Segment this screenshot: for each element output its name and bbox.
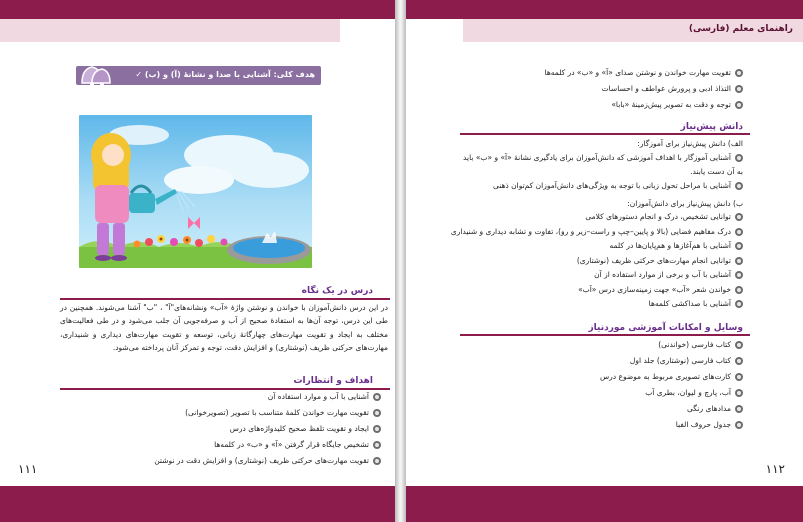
prereq-teacher-list xyxy=(423,153,743,167)
page-number: ۱۱۲ xyxy=(765,462,785,476)
girl-watering-flowers-illustration xyxy=(79,115,312,268)
right-page xyxy=(406,0,803,522)
bottom-band xyxy=(406,486,803,522)
bullet-icon xyxy=(735,300,743,308)
lesson-paragraph: در این درس دانش‌آموزان با خواندن و نوشتن واژهٔ «آب» ونشانه‌های"آ" ، "ب" آشنا می‌شوند. همچنین در طی این درس، توجه آن‌ها به استفادهٔ صحیح از آب و صرفه‌جویی آن جلب می‌شود و در طی فعالیت‌های مختلف به ایجاد و تقویت مهارت‌های چهارگانهٔ زبانی، توسعه و تقویت مهارت‌های دیداری و شنیداری، مهارت‌های حرکتی ظریف (نوشتاری) و افزایش دقت، توجه و تمرکز آنان پرداخته می‌شود. xyxy=(60,303,388,353)
bullet-icon xyxy=(373,393,381,401)
bullet-icon xyxy=(735,228,743,236)
header-title: راهنمای معلم (فارسی) xyxy=(688,24,793,34)
list-item: کتاب فارسی (خواندنی) xyxy=(423,340,743,356)
bullet-icon xyxy=(735,257,743,265)
bullet-icon xyxy=(735,373,743,381)
bullet-icon xyxy=(735,213,743,221)
section-divider xyxy=(60,298,390,300)
prereq-teachers-label: الف) دانش پیش‌نیاز برای آموزگار: xyxy=(637,139,743,148)
section-materials-title: وسایل و امکانات آموزشی موردنیاز xyxy=(588,323,743,333)
bullet-icon xyxy=(735,69,743,77)
header-band xyxy=(463,19,803,42)
bullet-icon xyxy=(735,421,743,429)
bullet-icon xyxy=(735,405,743,413)
list-item: جدول حروف الفبا xyxy=(423,420,743,436)
bullet-icon xyxy=(735,286,743,294)
bullet-icon xyxy=(735,182,743,190)
list-item: تشخیص جایگاه قرار گرفتن «آ» و «ب» در کلمه‌ها xyxy=(51,440,381,456)
list-item: کارت‌های تصویری مربوط به موضوع درس xyxy=(423,372,743,388)
goals-list xyxy=(51,392,381,472)
bullet-icon xyxy=(735,341,743,349)
bullet-icon xyxy=(735,357,743,365)
bullet-icon xyxy=(373,425,381,433)
list-item: آب، پارچ و لیوان، بطری آب xyxy=(423,388,743,404)
bullet-icon xyxy=(735,242,743,250)
bullet-icon xyxy=(735,154,743,162)
list-item: آشنایی آموزگار با اهداف آموزشی که دانش‌آموزان برای یادگیری نشانهٔ «آ» و «ب» باید xyxy=(423,153,743,167)
bullet-icon xyxy=(735,85,743,93)
list-item: کتاب فارسی (نوشتاری) جلد اول xyxy=(423,356,743,372)
section-divider xyxy=(460,133,750,135)
top-band xyxy=(0,0,395,19)
section-divider xyxy=(460,334,750,336)
list-item: آشنایی با هم‌آغازها و هم‌پایان‌ها در کلمه xyxy=(423,241,743,256)
list-item: تقویت مهارت خواندن کلمهٔ متناسب با تصویر (تصویرخوانی) xyxy=(51,408,381,424)
list-item: درک مفاهیم فضایی (بالا و پایین–چپ و راست–زیر و رو)، تفاوت و تشابه دیداری و شنیداری xyxy=(423,227,743,242)
list-item: تقویت مهارت‌های حرکتی ظریف (نوشتاری) و افزایش دقت در نوشتن xyxy=(51,456,381,472)
list-item: توجه و دقت به تصویر پیش‌زمینهٔ «بابا» xyxy=(423,100,743,116)
list-item: آشنایی با مراحل تحول زبانی با توجه به ویژگی‌های دانش‌آموزان کم‌توان ذهنی xyxy=(423,181,743,195)
page-number: ۱۱۱ xyxy=(18,462,38,476)
bell-icon xyxy=(78,63,114,89)
bullet-icon xyxy=(735,271,743,279)
bullet-icon xyxy=(373,409,381,417)
top-bullets xyxy=(423,68,743,116)
list-item: توانایی تشخیص، درک و انجام دستورهای کلامی xyxy=(423,212,743,227)
materials-list xyxy=(423,340,743,436)
prereq-student-list xyxy=(423,212,743,314)
list-item-continuation: به آن دست یابند. xyxy=(690,167,743,176)
section-divider xyxy=(60,388,390,390)
list-item: آشنایی با آب و برخی از موارد استفاده از آن xyxy=(423,270,743,285)
prereq-students-label: ب) دانش پیش‌نیاز برای دانش‌آموزان: xyxy=(627,199,743,208)
section-lesson-title: درس در یک نگاه xyxy=(301,286,373,296)
top-band xyxy=(406,0,803,19)
left-page xyxy=(0,0,395,522)
bottom-band xyxy=(0,486,395,522)
list-item: مدادهای رنگی xyxy=(423,404,743,420)
bullet-icon xyxy=(373,457,381,465)
list-item: تقویت مهارت خواندن و نوشتن صدای «آ» و «ب» در کلمه‌ها xyxy=(423,68,743,84)
bullet-icon xyxy=(373,441,381,449)
list-item: توانایی انجام مهارت‌های حرکتی ظریف (نوشتاری) xyxy=(423,256,743,271)
list-item: آشنایی با صداکشی کلمه‌ها xyxy=(423,299,743,314)
goal-label: ✓ هدف کلی: آشنایی با صدا و نشانهٔ (آ) و (ب) xyxy=(135,70,315,79)
header-band xyxy=(0,19,340,42)
list-item: ایجاد و تقویت تلفظ صحیح کلیدواژه‌های درس xyxy=(51,424,381,440)
bullet-icon xyxy=(735,101,743,109)
section-goals-title: اهداف و انتظارات xyxy=(293,376,373,386)
list-item: خواندن شعر «آب» جهت زمینه‌سازی درس «آب» xyxy=(423,285,743,300)
section-prereq-title: دانش پیش‌نیاز xyxy=(680,122,743,132)
list-item: التذاذ ادبی و پرورش عواطف و احساسات xyxy=(423,84,743,100)
prereq-teacher-list xyxy=(423,181,743,195)
list-item: آشنایی با آب و موارد استفاده آن xyxy=(51,392,381,408)
bullet-icon xyxy=(735,389,743,397)
book-gutter xyxy=(395,0,406,522)
